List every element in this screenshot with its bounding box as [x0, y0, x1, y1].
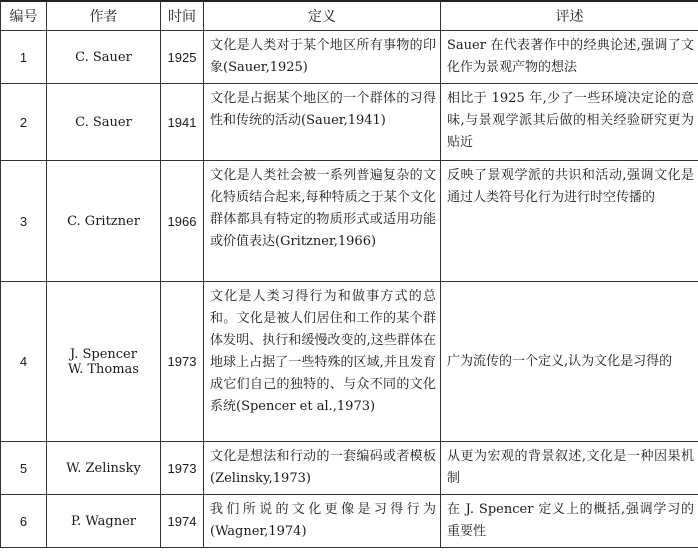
- author-name: W. Thomas: [68, 361, 139, 377]
- row-number: 3: [1, 161, 47, 282]
- row-number: 4: [1, 282, 47, 442]
- row-author: [47, 495, 161, 548]
- table-row: [1, 495, 698, 548]
- header-year: 时间: [161, 1, 204, 31]
- row-year: 1974: [161, 495, 204, 548]
- row-year: 1973: [161, 282, 204, 442]
- row-year: 1966: [161, 161, 204, 282]
- row-definition: 文化是人类习得行为和做事方式的总和。文化是被人们居住和工作的某个群体发明、执行和缓慢改变的,这些群体在地球上占据了一些特殊的区域,并且发育成它们自己的独特的、与众不同的文化系统(Spencer et al.,1973): [204, 282, 441, 442]
- table-row: [1, 282, 698, 442]
- row-comment: 相比于 1925 年,少了一些环境决定论的意味,与景观学派其后做的相关经验研究更为贴近: [441, 84, 698, 161]
- author-name: P. Wagner: [71, 513, 136, 529]
- row-number: 5: [1, 442, 47, 495]
- row-year: 1941: [161, 84, 204, 161]
- row-definition: 文化是想法和行动的一套编码或者模板(Zelinsky,1973): [204, 442, 441, 495]
- table-row: [1, 161, 698, 282]
- row-author: [47, 84, 161, 161]
- author-name: C. Sauer: [75, 114, 132, 130]
- header-definition: 定义: [204, 1, 441, 31]
- row-definition: 文化是占据某个地区的一个群体的习得性和传统的活动(Sauer,1941): [204, 84, 441, 161]
- row-definition: 文化是人类对于某个地区所有事物的印象(Sauer,1925): [204, 31, 441, 84]
- row-comment: 反映了景观学派的共识和活动,强调文化是通过人类符号化行为进行时空传播的: [441, 161, 698, 282]
- header-row: [1, 1, 698, 31]
- table-row: [1, 84, 698, 161]
- row-number: 6: [1, 495, 47, 548]
- row-comment: Sauer 在代表著作中的经典论述,强调了文化作为景观产物的想法: [441, 31, 698, 84]
- row-author: [47, 31, 161, 84]
- row-author: [47, 282, 161, 442]
- author-name: C. Sauer: [75, 49, 132, 65]
- header-number: 编号: [1, 1, 47, 31]
- author-name: W. Zelinsky: [66, 460, 141, 476]
- row-author: [47, 161, 161, 282]
- header-author: 作者: [47, 1, 161, 31]
- header-comment: 评述: [441, 1, 698, 31]
- author-name: C. Gritzner: [67, 213, 140, 229]
- table-row: [1, 442, 698, 495]
- row-comment: 从更为宏观的背景叙述,文化是一种因果机制: [441, 442, 698, 495]
- row-number: 2: [1, 84, 47, 161]
- row-author: [47, 442, 161, 495]
- row-definition: 我们所说的文化更像是习得行为(Wagner,1974): [204, 495, 441, 548]
- row-year: 1925: [161, 31, 204, 84]
- row-number: 1: [1, 31, 47, 84]
- row-comment: 广为流传的一个定义,认为文化是习得的: [441, 282, 698, 442]
- author-name: J. Spencer: [70, 346, 137, 362]
- row-definition: 文化是人类社会被一系列普遍复杂的文化特质结合起来,每种特质之于某个文化群体都具有特定的物质形式或适用功能或价值表达(Gritzner,1966): [204, 161, 441, 282]
- table-row: [1, 31, 698, 84]
- row-year: 1973: [161, 442, 204, 495]
- row-comment: 在 J. Spencer 定义上的概括,强调学习的重要性: [441, 495, 698, 548]
